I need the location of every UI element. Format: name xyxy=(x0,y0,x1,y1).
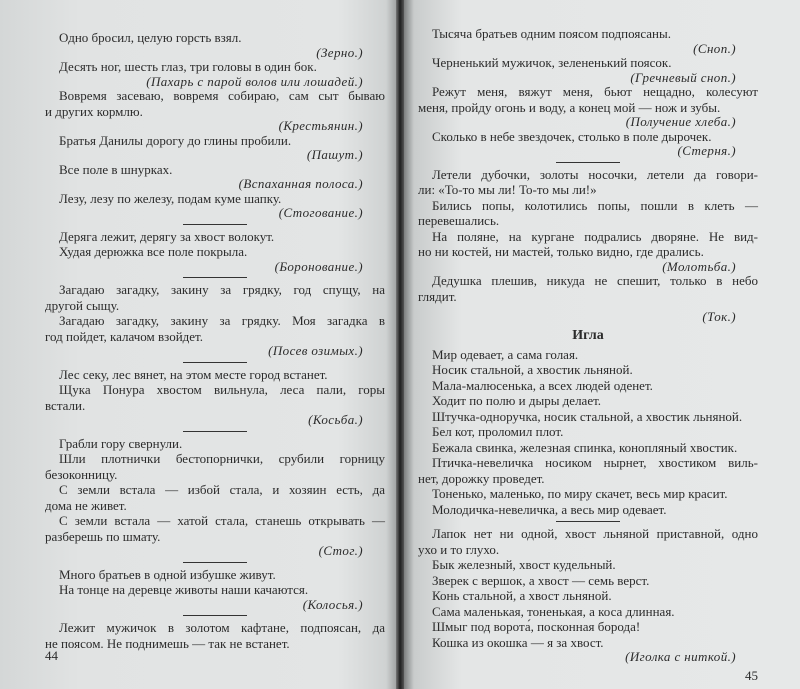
riddle-paragraph xyxy=(418,557,758,573)
riddle-paragraph xyxy=(45,282,385,313)
riddle-answer: (Пахарь с парой волов или лошадей.) xyxy=(146,73,363,89)
text-line: Братья Данилы дорогу до глины пробили. xyxy=(59,132,292,148)
text-line: Конь стальной, а хвост льняной. xyxy=(432,588,612,603)
riddle-paragraph xyxy=(418,347,758,363)
book-gutter xyxy=(396,0,404,689)
text-line: встали. xyxy=(45,397,86,413)
text-line: меня, пройду огонь и воду, а конец мой — нож и зубы. xyxy=(418,99,721,115)
text-line: Шмыг под ворота́, посконная борода! xyxy=(432,619,641,634)
riddle-paragraph xyxy=(418,167,758,198)
riddle-paragraph xyxy=(45,382,385,413)
text-line: перевешались. xyxy=(418,213,500,228)
riddle-answer: (Посев озимых.) xyxy=(268,343,363,358)
text-line: Лежит мужичок в золотом кафтане, подпоясан, да xyxy=(59,620,385,635)
section-heading: Игла xyxy=(572,327,604,343)
text-line: Одно бросил, целую горсть взял. xyxy=(59,30,242,45)
text-line: Лес секу, лес вянет, на этом месте город встанет. xyxy=(59,366,328,382)
left-page xyxy=(0,0,398,689)
riddle-paragraph xyxy=(45,88,385,119)
text-line: Кошка из окошка — я за хвост. xyxy=(432,634,604,650)
text-line: С земли встала — хатой стала, станешь открывать — xyxy=(59,513,385,528)
text-line: Бел кот, проломил плот. xyxy=(432,424,564,439)
riddle-paragraph xyxy=(418,526,758,557)
text-line: ухо и то глухо. xyxy=(418,541,500,557)
right-page xyxy=(402,0,800,689)
text-line: разберешь по шмату. xyxy=(45,528,161,544)
text-line: Птичка-невеличка носиком нырнет, хвостиком виль- xyxy=(432,455,758,470)
separator-rule xyxy=(183,431,247,432)
riddle-paragraph xyxy=(418,588,758,604)
text-line: нет, дорожку проведет. xyxy=(418,470,545,486)
text-line: Шли плотнички бестопорнички, срубили горницу xyxy=(59,451,385,466)
riddle-paragraph xyxy=(45,244,385,260)
riddle-paragraph xyxy=(45,451,385,482)
text-line: и других кормлю. xyxy=(45,103,143,119)
riddle-paragraph xyxy=(45,229,385,245)
text-line: Черненький мужичок, зелененький поясок. xyxy=(432,55,672,70)
text-line: Загадаю загадку, закину за грядку. Моя загадка в xyxy=(59,313,385,328)
riddle-paragraph xyxy=(418,362,758,378)
riddle-paragraph xyxy=(418,619,758,635)
text-line: На тонце на деревце животы наши качаются. xyxy=(59,582,309,597)
text-line: Бежала свинка, железная спинка, конопляный хвостик. xyxy=(432,439,738,455)
text-line: Худая дерюжка все поле покрыла. xyxy=(59,244,248,259)
riddle-paragraph xyxy=(45,313,385,344)
text-line: Щука Понура хвостом вильнула, леса пали, горы xyxy=(59,382,385,397)
riddle-answer: (Зерно.) xyxy=(316,44,363,60)
text-line: год пойдет, калачом взойдет. xyxy=(45,328,203,344)
riddle-paragraph xyxy=(418,26,758,42)
riddle-answer: (Ток.) xyxy=(702,309,736,324)
text-line: Мир одевает, а сама голая. xyxy=(432,346,579,362)
riddle-paragraph xyxy=(45,482,385,513)
riddle-paragraph xyxy=(418,409,758,425)
text-line: На поляне, на кургане подрались дворяне. Не вид- xyxy=(432,228,758,244)
riddle-paragraph xyxy=(45,367,385,383)
riddle-paragraph xyxy=(418,198,758,229)
riddle-paragraph xyxy=(418,378,758,394)
riddle-answer: (Косьба.) xyxy=(308,412,363,427)
riddle-paragraph xyxy=(45,567,385,583)
riddle-answer: (Вспаханная полоса.) xyxy=(238,176,363,191)
separator-rule xyxy=(183,224,247,225)
text-line: Ходит по полю и дыры делает. xyxy=(432,393,602,408)
text-line: Лапок нет ни одной, хвост льняной приставной, одно xyxy=(432,526,758,541)
riddle-paragraph xyxy=(45,162,385,178)
text-line: глядит. xyxy=(418,288,457,304)
riddle-answer: (Стог.) xyxy=(318,543,363,558)
riddle-paragraph xyxy=(418,229,758,260)
text-line: Вовремя засеваю, вовремя собираю, сам сыт бываю xyxy=(59,88,385,103)
riddle-paragraph xyxy=(418,393,758,409)
riddle-paragraph xyxy=(418,129,758,145)
riddle-paragraph xyxy=(45,436,385,452)
left-page-text xyxy=(45,30,385,651)
text-line: Загадаю загадку, закину за грядку, год спущу, на xyxy=(59,282,385,297)
text-line: Режут меня, вяжут меня, бьют нещадно, колесуют xyxy=(432,84,758,99)
text-line: Летели дубочки, золоты носочки, летели да говори- xyxy=(432,166,758,182)
riddle-paragraph xyxy=(418,424,758,440)
text-line: Дедушка плешив, никуда не спешит, только в небо xyxy=(432,273,758,288)
text-line: Все поле в шнурках. xyxy=(59,161,173,177)
text-line: Зверек с вершок, а хвост — семь верст. xyxy=(432,572,650,588)
text-line: Молодичка-невеличка, а весь мир одевает. xyxy=(432,501,667,517)
riddle-paragraph xyxy=(45,582,385,598)
text-line: Тысяча братьев одним поясом подпоясаны. xyxy=(432,26,671,41)
riddle-paragraph xyxy=(418,273,758,304)
riddle-paragraph xyxy=(45,513,385,544)
separator-rule xyxy=(556,521,620,522)
riddle-paragraph xyxy=(45,133,385,149)
riddle-paragraph xyxy=(418,502,758,518)
riddle-paragraph xyxy=(418,635,758,651)
riddle-answer: (Иголка с ниткой.) xyxy=(625,649,736,664)
riddle-paragraph xyxy=(418,55,758,71)
riddle-paragraph xyxy=(418,486,758,502)
text-line: дома не живет. xyxy=(45,497,127,513)
text-line: не поясом. Не поднимешь — так не встанет. xyxy=(45,635,290,651)
text-line: другой сыщу. xyxy=(45,297,120,313)
text-line: Лезу, лезу по железу, подам куме шапку. xyxy=(59,190,282,206)
riddle-paragraph xyxy=(418,455,758,486)
riddle-paragraph xyxy=(418,84,758,115)
text-line: Сама маленькая, тоненькая, а коса длинная. xyxy=(432,603,675,619)
riddle-paragraph xyxy=(418,573,758,589)
separator-rule xyxy=(183,362,247,363)
riddle-answer: (Крестьянин.) xyxy=(278,118,363,133)
riddle-paragraph xyxy=(45,30,385,46)
text-line: Штучка-одноручка, носик стальной, а хвостик льняной. xyxy=(432,408,743,424)
text-line: Деряга лежит, дерягу за хвост волокут. xyxy=(59,228,275,244)
riddle-answer: (Получение хлеба.) xyxy=(625,114,736,129)
text-line: Сколько в небе звездочек, столько в поле дырочек. xyxy=(432,128,712,144)
text-line: безоконницу. xyxy=(45,466,118,482)
text-line: Бились попы, колотились попы, пошли в клеть — xyxy=(432,197,758,213)
text-line: но ни костей, ни мастей, только видно, где дрались. xyxy=(418,244,704,259)
text-line: Носик стальной, а хвостик льняной. xyxy=(432,362,633,377)
riddle-answer: (Молотьба.) xyxy=(662,258,736,274)
right-page-text xyxy=(418,26,758,664)
page-number-left: 44 xyxy=(45,648,58,663)
riddle-answer: (Гречневый сноп.) xyxy=(630,69,736,85)
riddle-answer: (Стерня.) xyxy=(677,143,736,158)
text-line: Десять ног, шесть глаз, три головы в один бок. xyxy=(59,59,317,74)
separator-rule xyxy=(183,615,247,616)
text-line: Грабли гору свернули. xyxy=(59,435,183,451)
text-line: С земли встала — избой стала, и хозяин есть, да xyxy=(59,482,385,497)
riddle-paragraph xyxy=(45,59,385,75)
separator-rule xyxy=(183,277,247,278)
riddle-paragraph xyxy=(418,604,758,620)
text-line: Тоненько, маленько, по миру скачет, весь мир красит. xyxy=(432,486,728,501)
riddle-answer: (Боронование.) xyxy=(274,258,363,274)
riddle-answer: (Колосья.) xyxy=(302,596,363,612)
separator-rule xyxy=(556,162,620,163)
separator-rule xyxy=(183,562,247,563)
riddle-paragraph xyxy=(418,440,758,456)
riddle-answer: (Пашут.) xyxy=(306,147,363,162)
text-line: ли: «То-то мы ли! То-то мы ли!» xyxy=(418,182,597,197)
text-line: Много братьев в одной избушке живут. xyxy=(59,566,276,582)
page-number-right: 45 xyxy=(745,668,758,683)
text-line: Бык железный, хвост кудельный. xyxy=(432,557,616,572)
riddle-answer: (Стогование.) xyxy=(278,205,363,220)
riddle-paragraph xyxy=(45,620,385,651)
riddle-answer: (Сноп.) xyxy=(693,40,736,56)
riddle-paragraph xyxy=(45,191,385,207)
text-line: Мала-малюсенька, а всех людей оденет. xyxy=(432,377,653,393)
